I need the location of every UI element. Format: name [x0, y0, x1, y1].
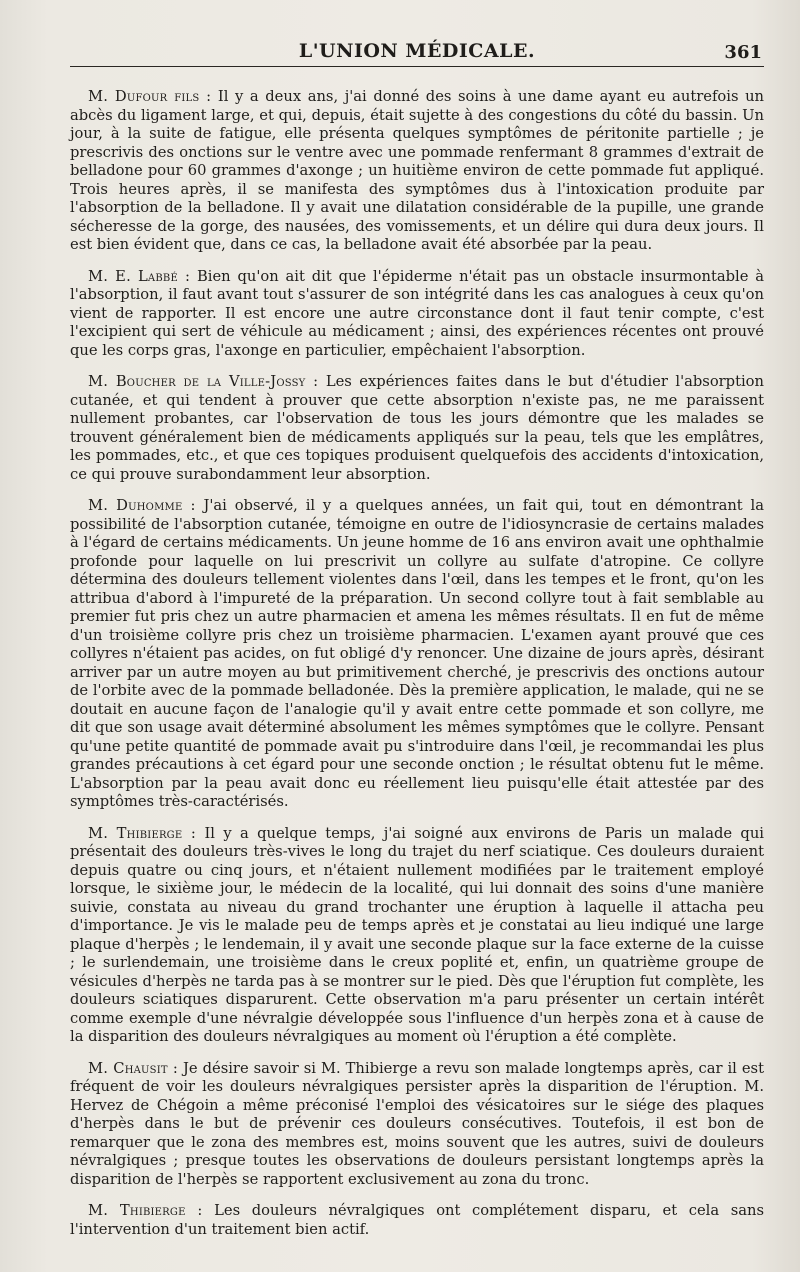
speaker-name: M. Thibierge : [88, 824, 197, 842]
paragraph [70, 1202, 764, 1239]
paragraph-text: Je désire savoir si M. Thibierge a revu son malade longtemps après, car il est fréquent de voir les douleurs névralgiques persister après la disparition de l'éruption. M. Hervez de Chégoin a même préconisé l'emploi des vésicatoires sur le siége des plaques d'herpès dans le but de prévenir ces douleurs consécutives. Toutefois, il est bon de remarquer que le zona des membres est, moins souvent que les autres, suivi de douleurs névralgiques ; presque toutes les observations de douleurs persistant longtemps après la disparition de l'herpès se rapportent exclusivement au zona du tronc. [70, 1059, 764, 1188]
paragraph [70, 373, 764, 484]
paragraph [70, 497, 764, 812]
paragraph [70, 268, 764, 361]
speaker-name: M. E. Labbé : [88, 267, 191, 285]
speaker-name: M. Boucher de la Ville-Jossy : [88, 373, 319, 390]
paragraph [70, 825, 764, 1047]
paragraph [70, 88, 764, 255]
paragraph [70, 1060, 764, 1190]
speaker-name: M. Thibierge : [88, 1202, 203, 1219]
paragraph-text: Bien qu'on ait dit que l'épiderme n'était pas un obstacle insurmontable à l'absorption, il faut avant tout s'assurer de son intégrité dans les cas analogues à ceux qu'on vient de rapporter. Il est encore une autre circonstance dont il faut tenir compte, c'est l'excipient qui sert de véhicule au médicament ; ainsi, des expériences récentes ont prouvé que les corps gras, l'axonge en particulier, empêchaient l'absorption. [70, 267, 765, 359]
running-header [70, 40, 764, 67]
article-body [70, 88, 764, 1252]
paragraph-text: Les douleurs névralgiques ont complétement disparu, et cela sans l'intervention d'un traitement bien actif. [70, 1202, 764, 1238]
speaker-name: M. Dufour fils : [88, 88, 212, 105]
page-number: 361 [724, 42, 762, 63]
paragraph-text: Il y a deux ans, j'ai donné des soins à une dame ayant eu autrefois un abcès du ligament large, et qui, depuis, était sujette à des congestions du côté du bassin. Un jour, à la suite de fatigue, elle présenta quelques symptômes de péritonite partielle ; je prescrivis des onctions sur le ventre avec une pommade renfermant 8 grammes d'extrait de belladone pour 60 grammes d'axonge ; un huitième environ de cette pommade fut appliqué. Trois heures après, il se manifesta des symptômes dus à l'intoxication produite par l'absorption de la belladone. Il y avait une dilatation considérable de la pupille, une grande sécheresse de la gorge, des nausées, des vomissements, et un délire qui dura deux jours. Il est bien évident que, dans ce cas, la belladone avait été absorbée par la peau. [70, 88, 764, 253]
paragraph-text: Il y a quelque temps, j'ai soigné aux environs de Paris un malade qui présentait des douleurs très-vives le long du trajet du nerf sciatique. Ces douleurs duraient depuis quatre ou cinq jours, et n'étaient nullement modifiées par le traitement employé lorsque, le sixième jour, le médecin de la localité, qui lui donnait des soins d'une manière suivie, constata au niveau du grand trochanter une éruption à laquelle il attacha peu d'importance. Je vis le malade peu de temps après et je constatai au lieu indiqué une large plaque d'herpès ; le lendemain, il y avait une seconde plaque sur la face externe de la cuisse ; le surlendemain, une troisième dans le creux poplité et, enfin, un quatrième groupe de vésicules d'herpès ne tarda pas à se montrer sur le pied. Dès que l'éruption fut complète, les douleurs sciatiques disparurent. Cette observation m'a paru présenter un certain intérêt comme exemple d'une névralgie développée sous l'influence d'un herpès zona et à cause de la disparition des douleurs névralgiques au moment où l'éruption a été complète. [70, 824, 764, 1045]
paragraph-text: Les expériences faites dans le but d'étudier l'absorption cutanée, et qui tendent à prouver que cette absorption n'existe pas, ne me paraissent nullement probantes, car l'observation de tous les jours démontre que les malades se trouvent généralement bien de médicaments appliqués sur la peau, tels que les emplâtres, les pommades, etc., et que ces topiques produisent quelquefois des accidents d'intoxication, ce qui prouve surabondamment leur absorption. [70, 373, 764, 483]
journal-title: L'UNION MÉDICALE. [298, 40, 536, 62]
paragraph-text: J'ai observé, il y a quelques années, un fait qui, tout en démontrant la possibilité de l'absorption cutanée, témoigne en outre de l'idiosyncrasie de certains malades à l'égard de certains médicaments. Un jeune homme de 16 ans environ avait une ophthalmie profonde pour laquelle on lui prescrivit un collyre au sulfate d'atropine. Ce collyre détermina des douleurs tellement violentes dans l'œil, dans les tempes et le front, qu'on les attribua d'abord à l'impureté de la préparation. Un second collyre tout à fait semblable au premier fut pris chez un autre pharmacien et amena les mêmes résultats. Il en fut de même d'un troisième collyre pris chez un troisième pharmacien. L'examen ayant prouvé que ces collyres n'étaient pas acides, on fut obligé d'y renoncer. Une dizaine de jours après, désirant arriver par un autre moyen au but primitivement cherché, je prescrivis des onctions autour de l'orbite avec de la pommade belladonée. Dès la première application, le malade, qui ne se doutait en aucune façon de l'analogie qu'il y avait entre cette pommade et son collyre, me dit que son usage avait déterminé absolument les mêmes symptômes que le collyre. Pensant qu'une petite quantité de pommade avait pu s'introduire dans l'œil, je recommandai les plus grandes précautions à cet égard pour une seconde onction ; le résultat obtenu fut le même. L'absorption par la peau avait donc eu réellement lieu puisqu'elle était attestée par des symptômes très-caractérisés. [70, 497, 764, 810]
speaker-name: M. Duhomme : [88, 497, 196, 514]
speaker-name: M. Chausit : [88, 1059, 179, 1077]
